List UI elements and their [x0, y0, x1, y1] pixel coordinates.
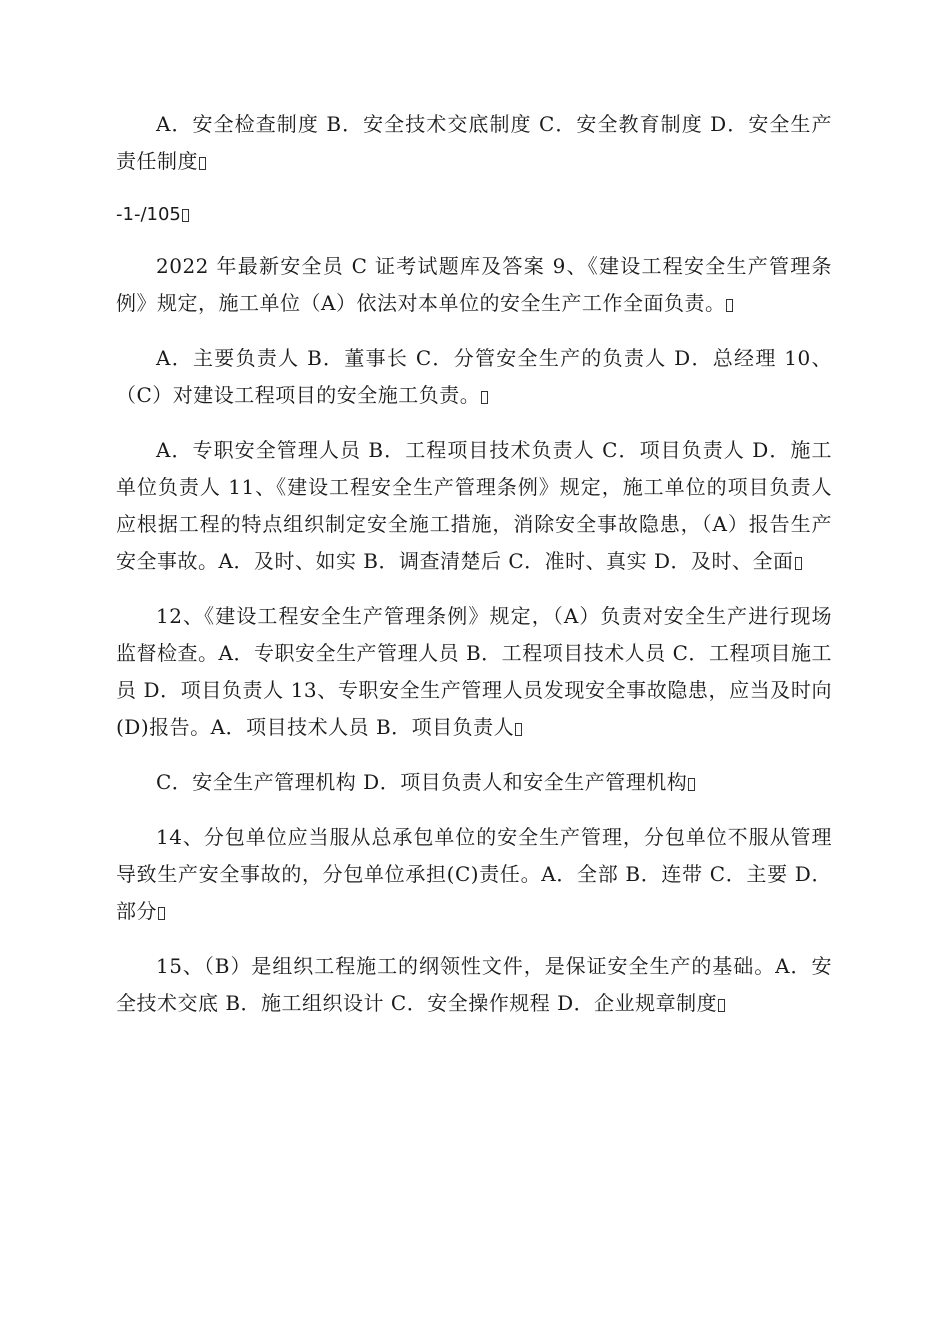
paragraph-2-text: 2022 年最新安全员 C 证考试题库及答案 9、《建设工程安全生产管理条例》规定，施工单位（A）依法对本单位的安全生产工作全面负责。	[116, 254, 832, 315]
paragraph-3-text: A．主要负责人 B．董事长 C．分管安全生产的负责人 D．总经理 10、（C）对建设工程项目的安全施工负责。	[116, 346, 832, 407]
paragraph-end-mark-icon	[182, 209, 189, 222]
paragraph-end-mark-icon	[515, 723, 522, 736]
paragraph-end-mark-icon	[481, 391, 488, 404]
paragraph-end-mark-icon	[718, 999, 725, 1012]
paragraph-7-text: 14、分包单位应当服从总承包单位的安全生产管理，分包单位不服从管理导致生产安全事故的，分包单位承担(C)责任。A．全部 B．连带 C．主要 D．部分	[116, 825, 832, 923]
paragraph-1	[116, 106, 832, 180]
paragraph-end-mark-icon	[688, 778, 695, 791]
paragraph-8	[116, 948, 832, 1022]
paragraph-end-mark-icon	[795, 557, 802, 570]
paragraph-end-mark-icon	[158, 907, 165, 920]
paragraph-4-text: A．专职安全管理人员 B．工程项目技术负责人 C．项目负责人 D．施工单位负责人 11、《建设工程安全生产管理条例》规定，施工单位的项目负责人应根据工程的特点组织制定安全施工措施，消除安全事故隐患，（A）报告生产安全事故。A．及时、如实 B．调查清楚后 C．准时、真实 D．及时、全面	[116, 438, 832, 573]
paragraph-5-text: 12、《建设工程安全生产管理条例》规定，（A）负责对安全生产进行现场监督检查。A．专职安全生产管理人员 B．工程项目技术人员 C．工程项目施工员 D．项目负责人 13、专职安全生产管理人员发现安全事故隐患，应当及时向(D)报告。A．项目技术人员 B．项目负责人	[116, 604, 832, 739]
paragraph-2	[116, 248, 832, 322]
page-number	[116, 200, 832, 230]
paragraph-1-text: A．安全检查制度 B．安全技术交底制度 C．安全教育制度 D．安全生产责任制度	[116, 112, 832, 173]
paragraph-7	[116, 819, 832, 930]
paragraph-8-text: 15、（B）是组织工程施工的纲领性文件，是保证安全生产的基础。A．安全技术交底 B．施工组织设计 C．安全操作规程 D．企业规章制度	[116, 954, 832, 1015]
paragraph-5	[116, 598, 832, 746]
paragraph-4	[116, 432, 832, 580]
paragraph-6-text: C．安全生产管理机构 D．项目负责人和安全生产管理机构	[156, 770, 688, 794]
paragraph-6	[116, 764, 832, 801]
paragraph-3	[116, 340, 832, 414]
paragraph-end-mark-icon	[199, 157, 206, 170]
page-number-text: -1-/105	[116, 204, 181, 225]
paragraph-end-mark-icon	[726, 299, 733, 312]
